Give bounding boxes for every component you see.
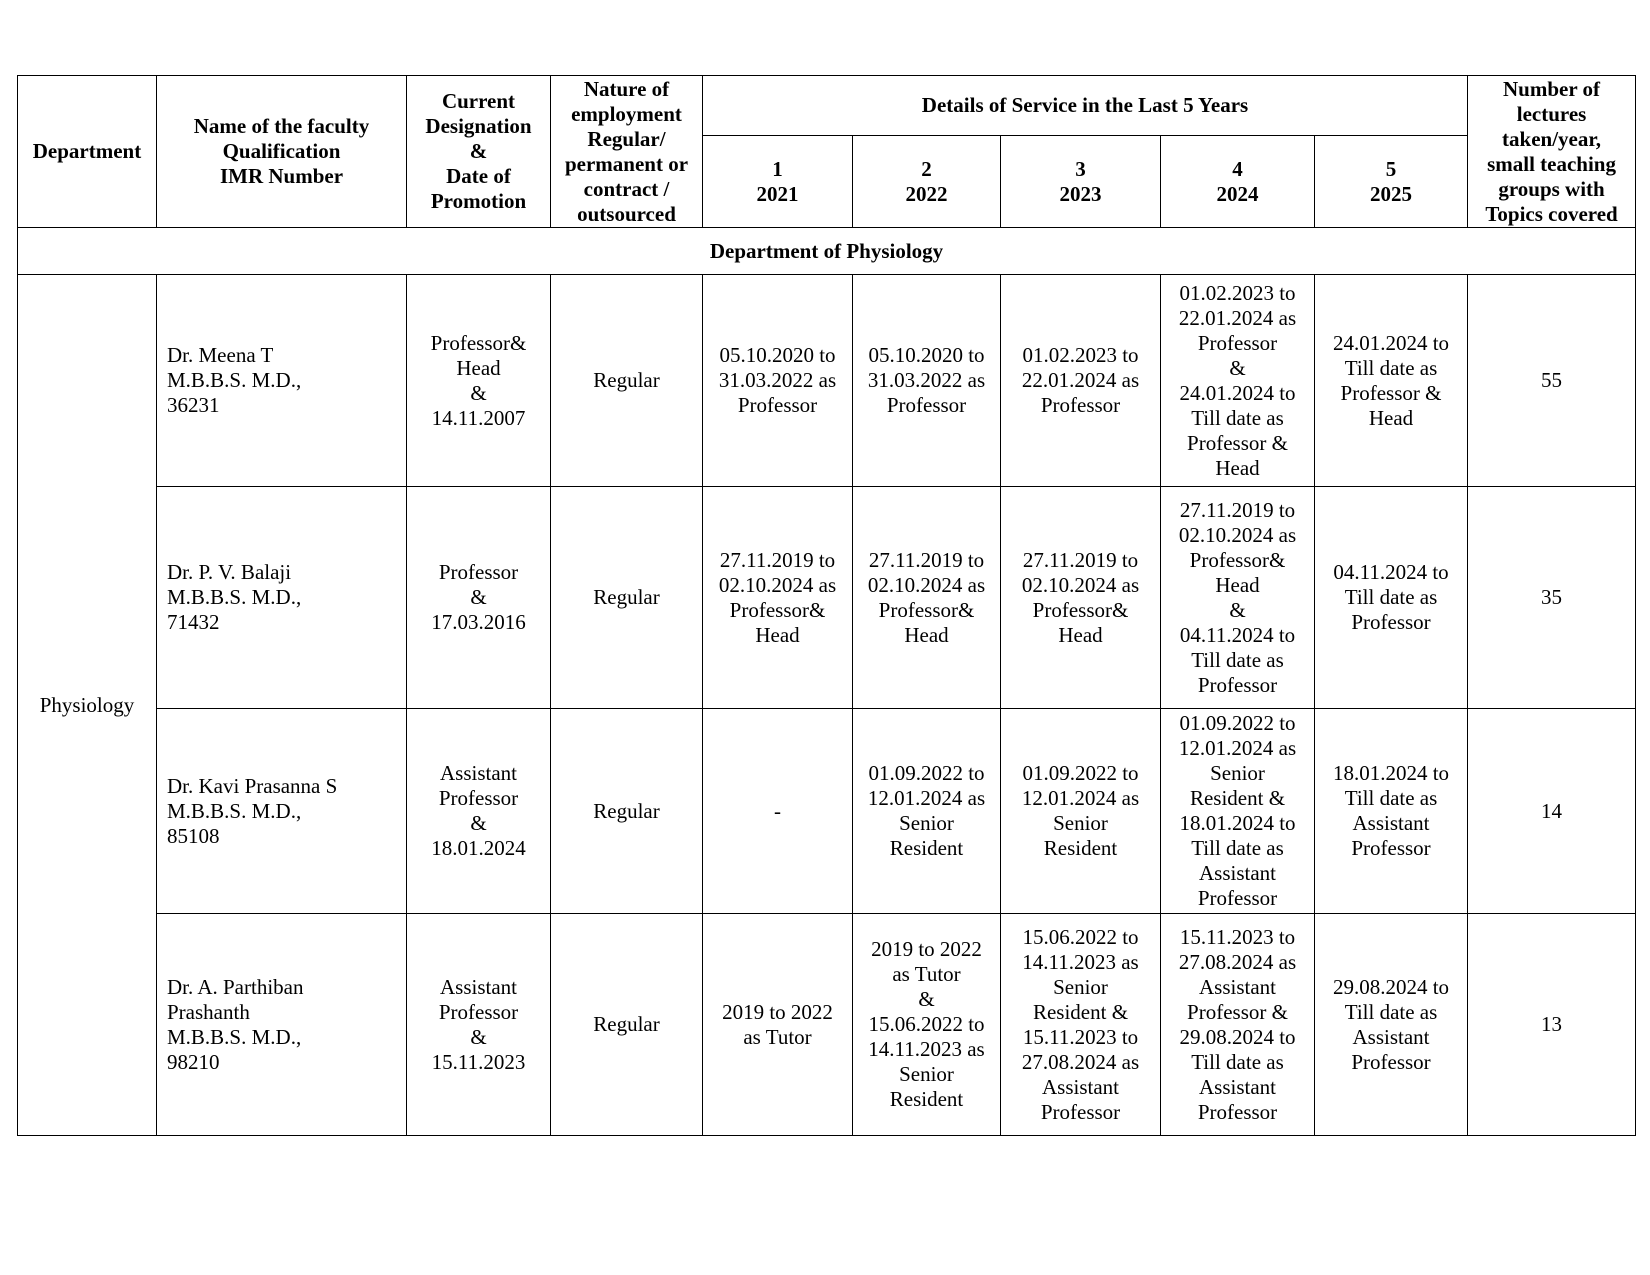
cell-line: Professor & bbox=[1340, 380, 1442, 405]
cell-line: Assistant bbox=[1198, 1074, 1276, 1099]
table-row bbox=[18, 275, 1636, 487]
faculty-name bbox=[157, 914, 407, 1136]
cell-line: 04.11.2024 to bbox=[1333, 560, 1449, 584]
cell-line: contract / bbox=[583, 176, 670, 201]
cell-line: Professor bbox=[1197, 886, 1278, 910]
service-2022 bbox=[853, 487, 1001, 709]
employment-cell: Regular bbox=[551, 914, 703, 1136]
cell-line: Dr. A. Parthiban bbox=[167, 974, 304, 999]
cell-line: 31.03.2022 as bbox=[718, 368, 837, 392]
cell-line: 31.03.2022 as bbox=[867, 368, 986, 392]
cell-line: Till date as bbox=[1344, 585, 1438, 609]
cell-line: M.B.B.S. M.D., bbox=[167, 585, 302, 609]
cell-line: Designation bbox=[425, 114, 532, 138]
cell-line: 2019 to 2022 bbox=[722, 999, 833, 1024]
service-2023 bbox=[1001, 275, 1161, 487]
header-year-3: 3 2023 bbox=[1001, 136, 1161, 228]
cell-line: 27.08.2024 as bbox=[1178, 949, 1297, 974]
header-designation bbox=[407, 76, 551, 228]
cell-line: Till date as bbox=[1344, 999, 1438, 1024]
cell-line: Prashanth bbox=[167, 999, 250, 1024]
cell-line: Till date as bbox=[1344, 786, 1438, 810]
cell-line: Professor bbox=[1351, 1049, 1431, 1074]
cell-line: Number of bbox=[1503, 76, 1601, 101]
cell-line: Assistant bbox=[1352, 811, 1430, 835]
cell-line: Senior bbox=[1210, 761, 1265, 785]
cell-line: 14.11.2023 as bbox=[1022, 949, 1139, 974]
cell-line: Professor & bbox=[1187, 430, 1288, 455]
cell-line: Till date as bbox=[1344, 355, 1438, 380]
cell-line: Date of bbox=[446, 164, 511, 188]
cell-line: 15.11.2023 bbox=[431, 1049, 526, 1074]
cell-line: 29.08.2024 to bbox=[1332, 974, 1450, 999]
header-employment bbox=[551, 76, 703, 228]
employment-cell: Regular bbox=[551, 275, 703, 487]
cell-line: 14.11.2023 as bbox=[868, 1037, 985, 1061]
cell-line: Name of the faculty bbox=[193, 114, 370, 138]
cell-line: M.B.B.S. M.D., bbox=[167, 368, 302, 392]
cell-line: Head bbox=[904, 622, 949, 647]
cell-line: Professor& bbox=[878, 597, 975, 622]
section-title: Department of Physiology bbox=[18, 228, 1636, 275]
lectures-cell: 55 bbox=[1468, 275, 1636, 487]
service-2024 bbox=[1161, 487, 1315, 709]
cell-line: Till date as bbox=[1191, 405, 1284, 430]
service-2024 bbox=[1161, 914, 1315, 1136]
designation-cell bbox=[407, 275, 551, 487]
service-2022 bbox=[853, 914, 1001, 1136]
cell-line: 01.02.2023 to bbox=[1022, 343, 1139, 367]
cell-line: 22.01.2024 as bbox=[1178, 305, 1297, 330]
cell-line: 01.09.2022 to bbox=[1179, 711, 1296, 735]
cell-line: Assistant bbox=[439, 761, 517, 785]
cell-line: Assistant bbox=[1198, 974, 1276, 999]
service-2023 bbox=[1001, 914, 1161, 1136]
table-row bbox=[18, 487, 1636, 709]
service-2021 bbox=[703, 709, 853, 914]
cell-line: 27.11.2019 to bbox=[1022, 547, 1139, 572]
cell-line: 04.11.2024 to bbox=[1179, 622, 1296, 647]
cell-line: 01.09.2022 to bbox=[868, 761, 985, 785]
cell-line: 27.11.2019 to bbox=[719, 547, 836, 572]
cell-line: Till date as bbox=[1191, 836, 1284, 860]
cell-line: 98210 bbox=[167, 1049, 220, 1074]
service-2023 bbox=[1001, 709, 1161, 914]
cell-line: Professor& bbox=[1032, 597, 1129, 622]
cell-line: 01.09.2022 to bbox=[1022, 761, 1139, 785]
faculty-table bbox=[17, 75, 1636, 1136]
cell-line: M.B.B.S. M.D., bbox=[167, 798, 302, 823]
cell-line: Resident & bbox=[1032, 999, 1129, 1024]
cell-line: 15.06.2022 to bbox=[1022, 924, 1139, 949]
cell-line: Head bbox=[1215, 572, 1260, 597]
cell-line: Senior bbox=[899, 1062, 954, 1086]
service-2022 bbox=[853, 709, 1001, 914]
cell-line: Head bbox=[456, 355, 501, 380]
faculty-name bbox=[157, 275, 407, 487]
cell-line: Resident bbox=[889, 1087, 964, 1111]
cell-line: 17.03.2016 bbox=[431, 610, 526, 634]
cell-line: outsourced bbox=[577, 201, 676, 226]
cell-line: Till date as bbox=[1191, 1049, 1284, 1074]
cell-line: Till date as bbox=[1191, 647, 1284, 672]
cell-line: 01.02.2023 to bbox=[1179, 280, 1296, 305]
cell-line: - bbox=[774, 798, 781, 823]
cell-line: Promotion bbox=[430, 189, 527, 213]
header-year-1: 1 2021 bbox=[703, 136, 853, 228]
cell-line: Resident bbox=[1043, 836, 1118, 860]
cell-line: & bbox=[1229, 597, 1246, 622]
cell-line: M.B.B.S. M.D., bbox=[167, 1024, 302, 1049]
header-name bbox=[157, 76, 407, 228]
cell-line: 27.11.2019 to bbox=[1179, 497, 1296, 522]
cell-line: 12.01.2024 as bbox=[867, 786, 986, 810]
cell-line: 22.01.2024 as bbox=[1021, 368, 1140, 392]
lectures-cell: 14 bbox=[1468, 709, 1636, 914]
cell-line: Professor bbox=[1197, 330, 1278, 355]
cell-line: Professor bbox=[438, 786, 519, 810]
cell-line: & bbox=[470, 380, 487, 405]
faculty-name bbox=[157, 487, 407, 709]
service-2021 bbox=[703, 914, 853, 1136]
cell-line: & bbox=[470, 1024, 487, 1049]
cell-line: Assistant bbox=[1198, 861, 1276, 885]
cell-line: Professor& bbox=[729, 597, 826, 622]
cell-line: & bbox=[469, 139, 488, 163]
service-2022 bbox=[853, 275, 1001, 487]
cell-line: Resident bbox=[889, 836, 964, 860]
cell-line: Professor bbox=[1040, 1099, 1121, 1124]
lectures-cell: 13 bbox=[1468, 914, 1636, 1136]
cell-line: 24.01.2024 to bbox=[1179, 380, 1296, 405]
cell-line: 27.11.2019 to bbox=[868, 547, 985, 572]
cell-line: taken/year, bbox=[1502, 126, 1602, 151]
cell-line: 12.01.2024 as bbox=[1178, 736, 1297, 760]
cell-line: permanent or bbox=[564, 151, 689, 176]
cell-line: 02.10.2024 as bbox=[718, 572, 837, 597]
cell-line: Topics covered bbox=[1485, 201, 1618, 226]
cell-line: 18.01.2024 to bbox=[1332, 761, 1450, 785]
header-lectures bbox=[1468, 76, 1636, 228]
cell-line: & bbox=[918, 987, 935, 1011]
designation-cell bbox=[407, 914, 551, 1136]
cell-line: 24.01.2024 to bbox=[1332, 330, 1450, 355]
cell-line: Assistant bbox=[1352, 1024, 1430, 1049]
cell-line: 2019 to 2022 bbox=[871, 937, 982, 961]
service-2025 bbox=[1315, 487, 1468, 709]
cell-line: groups with bbox=[1498, 176, 1605, 201]
faculty-name bbox=[157, 709, 407, 914]
cell-line: 15.11.2023 to bbox=[1022, 1024, 1139, 1049]
cell-line: Resident & bbox=[1189, 786, 1286, 810]
cell-line: Senior bbox=[1053, 974, 1108, 999]
lectures-cell: 35 bbox=[1468, 487, 1636, 709]
cell-line: 02.10.2024 as bbox=[867, 572, 986, 597]
cell-line: 18.01.2024 to bbox=[1179, 811, 1296, 835]
service-2025 bbox=[1315, 914, 1468, 1136]
cell-line: 02.10.2024 as bbox=[1021, 572, 1140, 597]
cell-line: 15.06.2022 to bbox=[868, 1012, 985, 1036]
cell-line: Head bbox=[1215, 455, 1260, 480]
cell-line: small teaching bbox=[1487, 151, 1616, 176]
header-year-2: 2 2022 bbox=[853, 136, 1001, 228]
header-department: Department bbox=[18, 76, 157, 228]
cell-line: 05.10.2020 to bbox=[719, 343, 836, 367]
cell-line: Qualification bbox=[222, 139, 341, 163]
service-2023 bbox=[1001, 487, 1161, 709]
cell-line: Head bbox=[1058, 622, 1103, 647]
cell-line: Nature of bbox=[583, 76, 670, 101]
employment-cell: Regular bbox=[551, 487, 703, 709]
cell-line: Professor bbox=[438, 560, 519, 584]
cell-line: Head bbox=[755, 622, 800, 647]
cell-line: Professor bbox=[886, 393, 967, 417]
cell-line: IMR Number bbox=[219, 164, 344, 188]
cell-line: & bbox=[1229, 355, 1246, 380]
cell-line: 18.01.2024 bbox=[431, 836, 526, 860]
cell-line: 85108 bbox=[167, 823, 220, 848]
cell-line: 14.11.2007 bbox=[431, 405, 526, 430]
cell-line: Professor& bbox=[430, 330, 527, 355]
cell-line: Regular/ bbox=[587, 126, 666, 151]
service-2025 bbox=[1315, 709, 1468, 914]
service-2021 bbox=[703, 487, 853, 709]
designation-cell bbox=[407, 487, 551, 709]
cell-line: Professor bbox=[1197, 672, 1278, 697]
cell-line: Professor bbox=[1040, 393, 1121, 417]
cell-line: Current bbox=[441, 89, 516, 113]
cell-line: Assistant bbox=[439, 974, 517, 999]
cell-line: 71432 bbox=[167, 610, 220, 634]
cell-line: 29.08.2024 to bbox=[1179, 1024, 1296, 1049]
cell-line: Senior bbox=[899, 811, 954, 835]
cell-line: 12.01.2024 as bbox=[1021, 786, 1140, 810]
service-2024 bbox=[1161, 709, 1315, 914]
cell-line: Professor bbox=[1351, 610, 1431, 634]
table-row bbox=[18, 709, 1636, 914]
cell-line: Dr. P. V. Balaji bbox=[167, 560, 292, 584]
cell-line: 15.11.2023 to bbox=[1179, 924, 1296, 949]
cell-line: Professor bbox=[438, 999, 519, 1024]
cell-line: 05.10.2020 to bbox=[868, 343, 985, 367]
cell-line: Head bbox=[1368, 405, 1414, 430]
cell-line: 27.08.2024 as bbox=[1021, 1049, 1140, 1074]
department-cell: Physiology bbox=[18, 275, 157, 1136]
employment-cell: Regular bbox=[551, 709, 703, 914]
cell-line: 36231 bbox=[167, 393, 220, 417]
header-service: Details of Service in the Last 5 Years bbox=[703, 76, 1468, 136]
header-year-4: 4 2024 bbox=[1161, 136, 1315, 228]
cell-line: lectures bbox=[1516, 101, 1587, 126]
cell-line: & bbox=[470, 811, 487, 835]
designation-cell bbox=[407, 709, 551, 914]
cell-line: Professor& bbox=[1189, 547, 1286, 572]
cell-line: Assistant bbox=[1041, 1074, 1119, 1099]
cell-line: as Tutor bbox=[743, 1024, 812, 1049]
cell-line: Professor bbox=[737, 393, 818, 417]
table-row bbox=[18, 914, 1636, 1136]
cell-line: Senior bbox=[1053, 811, 1108, 835]
cell-line: Professor & bbox=[1187, 999, 1288, 1024]
header-year-5: 5 2025 bbox=[1315, 136, 1468, 228]
cell-line: & bbox=[470, 585, 487, 609]
cell-line: 02.10.2024 as bbox=[1178, 522, 1297, 547]
cell-line: Dr. Meena T bbox=[167, 343, 274, 367]
service-2021 bbox=[703, 275, 853, 487]
cell-line: Professor bbox=[1351, 836, 1431, 860]
cell-line: employment bbox=[571, 101, 682, 126]
cell-line: Dr. Kavi Prasanna S bbox=[167, 773, 338, 798]
cell-line: as Tutor bbox=[892, 962, 961, 986]
service-2025 bbox=[1315, 275, 1468, 487]
service-2024 bbox=[1161, 275, 1315, 487]
cell-line: Professor bbox=[1197, 1099, 1278, 1124]
